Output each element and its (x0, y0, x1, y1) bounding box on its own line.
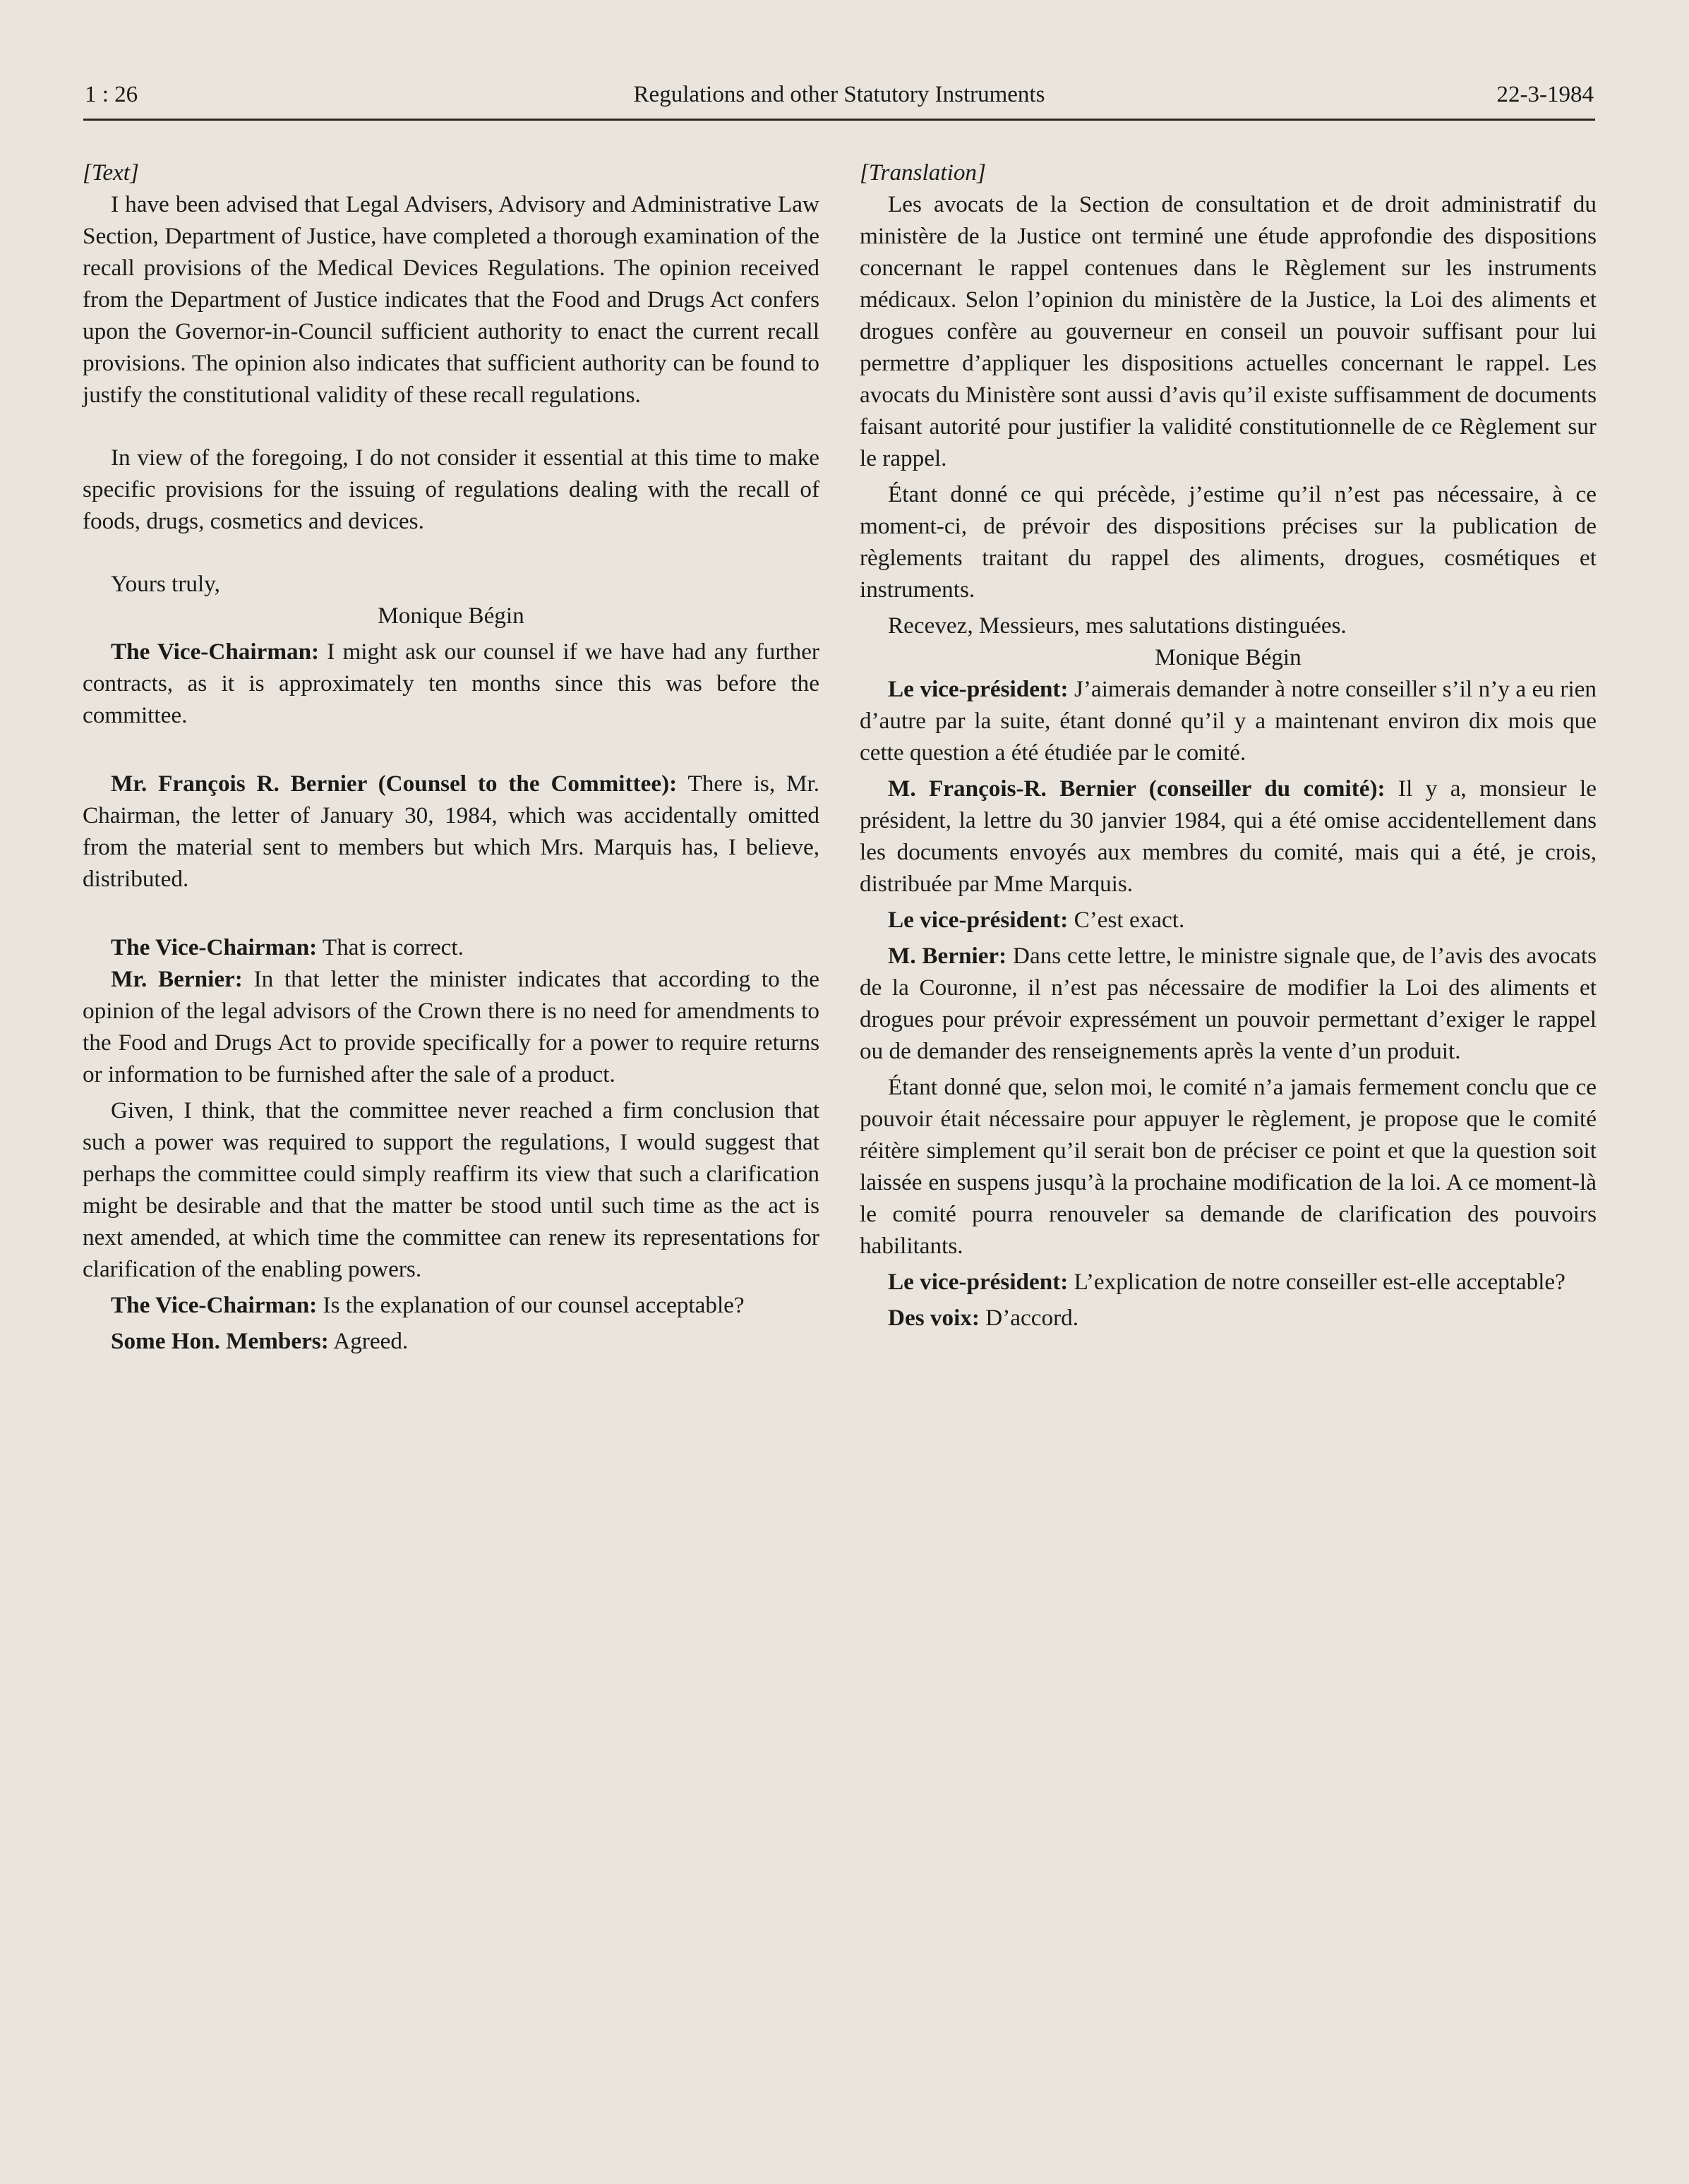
english-letter-paragraph-2: In view of the foregoing, I do not consider it essential at this time to make specific provisions for the issuing of regulations dealing with the recall of foods, drugs, cosmetics and devices. (83, 445, 819, 534)
statement-text: That is correct. (322, 934, 464, 960)
french-column (860, 157, 1597, 1334)
english-column (83, 157, 819, 1357)
statement-text: There is, Mr. Chairman, the letter of January 30, 1984, which was accidentally omitted from the material sent to members but which Mrs. Marquis has, I believe, distributed. (83, 771, 820, 892)
statement-text: J’aimerais demander à notre conseiller s’il n’y a eu rien d’autre par la suite, étant donné qu’il y a maintenant environ dix mois que cette question a été étudiée par le comité. (860, 676, 1597, 766)
statement-text: I might ask our counsel if we have had any further contracts, as it is approximately ten months since this was before the committee. (83, 639, 819, 728)
statement-text: Dans cette lettre, le ministre signale que, de l’avis des avocats de la Couronne, il n’est pas nécessaire de modifier la Loi des aliments et drogues pour prévoir expressément un pouvoir permettant d’exiger le rappel ou de demander des renseignements après la vente d’un produit. (860, 943, 1597, 1064)
french-paragraph-3: Étant donné que, selon moi, le comité n’a jamais fermement conclu que ce pouvoir était nécessaire pour appuyer le règlement, je propose que le comité réitère simplement qu’il serait bon de préciser ce point et que la question soit laissée en suspens jusqu’à la prochaine modification de la loi. A ce moment-là le comité pourra renouveler sa demande de clarification des pouvoirs habilitants. (860, 1074, 1597, 1259)
statement-text: Agreed. (333, 1328, 409, 1354)
speaker-name: M. Bernier: (888, 943, 1007, 969)
page-header (83, 79, 1595, 121)
statement-text: D’accord. (985, 1305, 1079, 1331)
speaker-name: Des voix: (888, 1305, 980, 1331)
statement-text: In that letter the minister indicates that according to the opinion of the legal advisors of the Crown there is no need for amendments to the Food and Drugs Act to provide specifically for a power to require returns or information to be furnished after the sale of a product. (83, 966, 820, 1087)
speaker-name: M. François-R. Bernier (conseiller du comité): (888, 776, 1386, 802)
french-statement-6 (860, 1302, 1597, 1334)
french-letter-paragraph-1: Les avocats de la Section de consultation et de droit administratif du ministère de la Justice ont terminé une étude approfondie des dispositions concernant le rappel contenues dans le Règlement sur les instruments médicaux. Selon l’opinion du ministère de la Justice, la Loi des aliments et drogues confère au gouverneur en conseil un pouvoir suffisant pour lui permettre d’appliquer les dispositions actuelles concernant le rappel. Les avocats du Ministère sont aussi d’avis qu’il existe suffisamment de documents faisant autorité pour justifier la validité constitutionnelle de ce Règlement sur le rappel. (860, 191, 1597, 471)
french-label: [Translation] (860, 159, 986, 186)
english-statement-2 (83, 768, 819, 895)
english-closing: Yours truly, (111, 571, 220, 597)
english-label: [Text] (83, 159, 139, 186)
english-statement-1 (83, 636, 819, 731)
speaker-name: Le vice-président: (888, 676, 1069, 702)
french-statement-5 (860, 1266, 1597, 1298)
speaker-name: Le vice-président: (888, 1269, 1069, 1295)
english-statement-4 (83, 963, 819, 1090)
speaker-name: Mr. Bernier: (111, 966, 243, 992)
statement-text: Il y a, monsieur le président, la lettre du 30 janvier 1984, qui a été omise accidentellement dans les documents envoyés aux membres du comité, mais qui a été, je crois, distribuée par Mme Marquis. (860, 776, 1597, 897)
french-statement-3 (860, 904, 1597, 936)
statement-text: L’explication de notre conseiller est-elle acceptable? (1074, 1269, 1565, 1295)
english-statement-5 (83, 1289, 819, 1321)
english-letter-paragraph-1: I have been advised that Legal Advisers, Advisory and Administrative Law Section, Department of Justice, have completed a thorough examination of the recall provisions of the Medical Devices Regulations. The opinion received from the Department of Justice indicates that the Food and Drugs Act confers upon the Governor-in-Council sufficient authority to enact the current recall provisions. The opinion also indicates that sufficient authority can be found to justify the constitutional validity of these recall regulations. (83, 191, 819, 408)
header-title: Regulations and other Statutory Instruments (633, 82, 1045, 107)
english-signature: Monique Bégin (378, 603, 524, 629)
french-closing: Recevez, Messieurs, mes salutations distinguées. (888, 613, 1347, 639)
english-paragraph-3: Given, I think, that the committee never reached a firm conclusion that such a power was required to support the regulations, I would suggest that perhaps the committee could simply reaffirm its view that such a clarification might be desirable and that the matter be stood until such time as the act is next amended, at which time the committee can renew its representations for clarification of the enabling powers. (83, 1097, 819, 1282)
speaker-name: The Vice-Chairman: (111, 934, 318, 960)
statement-text: Is the explanation of our counsel acceptable? (323, 1292, 745, 1318)
french-letter-paragraph-2: Étant donné ce qui précède, j’estime qu’il n’est pas nécessaire, à ce moment-ci, de prévoir des dispositions précises sur la publication de règlements traitant du rappel des aliments, drogues, cosmétiques et instruments. (860, 481, 1597, 603)
french-statement-4 (860, 940, 1597, 1067)
english-statement-3 (83, 931, 819, 963)
french-statement-2 (860, 773, 1597, 900)
statement-text: C’est exact. (1074, 907, 1185, 933)
french-statement-1 (860, 673, 1597, 768)
speaker-name: Some Hon. Members: (111, 1328, 329, 1354)
french-signature: Monique Bégin (1155, 644, 1302, 670)
speaker-name: Mr. François R. Bernier (Counsel to the Committee): (111, 771, 678, 797)
english-statement-6 (83, 1325, 819, 1357)
speaker-name: The Vice-Chairman: (111, 1292, 318, 1318)
header-date: 22-3-1984 (1496, 82, 1594, 107)
header-page-number: 1 : 26 (85, 82, 138, 107)
speaker-name: The Vice-Chairman: (111, 639, 320, 665)
speaker-name: Le vice-président: (888, 907, 1069, 933)
